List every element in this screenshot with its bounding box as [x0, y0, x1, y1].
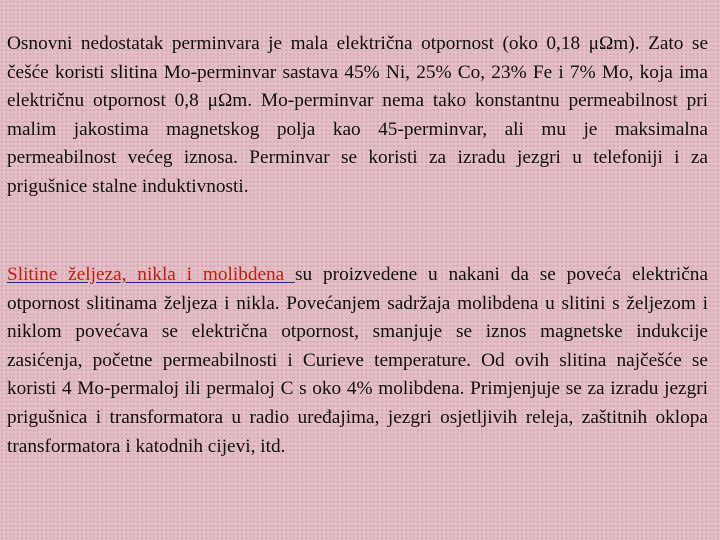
paragraph-perminvar — [7, 30, 708, 202]
paragraph-perminvar-text: Osnovni nedostatak perminvara je mala električna otpornost (oko 0,18 μΩm). Zato se češće koristi slitina Mo-perminvar sastava 45% Ni, 25% Co, 23% Fe i 7% Mo, koja ima električnu otpornost 0,8 μΩm. Mo-perminvar nema tako konstantnu permeabilnost pri malim jakostima magnetskog polja kao 45-perminvar, ali mu je maksimalna permeabilnost većeg iznosa. Perminvar se koristi za izradu jezgri u telefoniji i za prigušnice stalne induktivnosti. — [7, 33, 708, 197]
paragraph-fe-ni-mo-text: su proizvedene u nakani da se poveća električna otpornost slitinama željeza i nikla. Povećanjem sadržaja molibdena u slitini s željezom i niklom povećava se električna otpornost, smanjuje se iznos magnetske indukcije zasićenja, početne permeabilnosti i Curieve temperature. Od ovih slitina najčešće se koristi 4 Mo-permaloj ili permaloj C s oko 4% molibdena. Primjenjuje se za izradu jezgri prigušnica i transformatora u radio uređajima, jezgri osjetljivih releja, zaštitnih oklopa transformatora i katodnih cijevi, itd. — [7, 264, 708, 457]
alloy-term-link[interactable]: Slitine željeza, nikla i molibdena — [7, 264, 296, 285]
paragraph-fe-ni-mo-alloys — [7, 261, 708, 461]
